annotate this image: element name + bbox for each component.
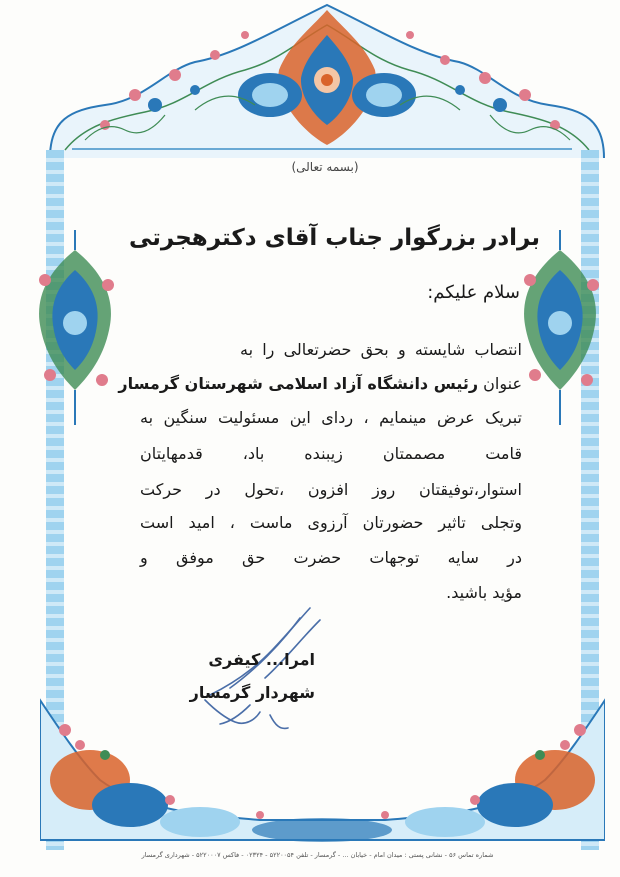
top-floral-ornament [45, 0, 610, 160]
body-line: وتجلی تاثیر حضورتان آرزوی ماست ، امید است [140, 513, 522, 532]
body-line: تبریک عرض مینمایم ، ردای این مسئولیت سنگین به [140, 408, 522, 427]
body-line-with-title [118, 374, 522, 393]
recipient-heading: برادر بزرگوار جناب آقای دکترهجرتی [129, 225, 540, 251]
body-line: مؤید باشید. [446, 583, 522, 602]
body-line: انتصاب شایسته و بحق حضرتعالی را به [240, 340, 522, 359]
handwritten-signature [180, 600, 330, 740]
signatory-title: شهردار گرمسار [189, 683, 315, 702]
body-line-prefix: عنوان [478, 374, 522, 393]
footer-address: شماره تماس ۵۶ - نشانی پستی : میدان امام - خیابان ... - گرمسار - تلفن ۵۲۲۰۰۵۴ - ۰۲۳۲۴ - فاکس ۵۲۲۰۰۰۷ - شهرداری گرمسار [141, 851, 494, 859]
body-line: قامت مصممتان زیبنده باد، قدمهایتان [140, 444, 522, 463]
invocation-text: (بسمه تعالی) [291, 160, 359, 174]
body-line: در سایه توجهات حضرت حق موفق و [140, 548, 522, 567]
body-line: استوار،توفیقتان روز افزون ،تحول در حرکت [140, 480, 522, 499]
greeting: سلام علیکم: [427, 282, 520, 303]
appointment-title: رئیس دانشگاه آزاد اسلامی شهرستان گرمسار [118, 374, 479, 393]
signatory-name: امرا... کیفری [208, 650, 315, 669]
